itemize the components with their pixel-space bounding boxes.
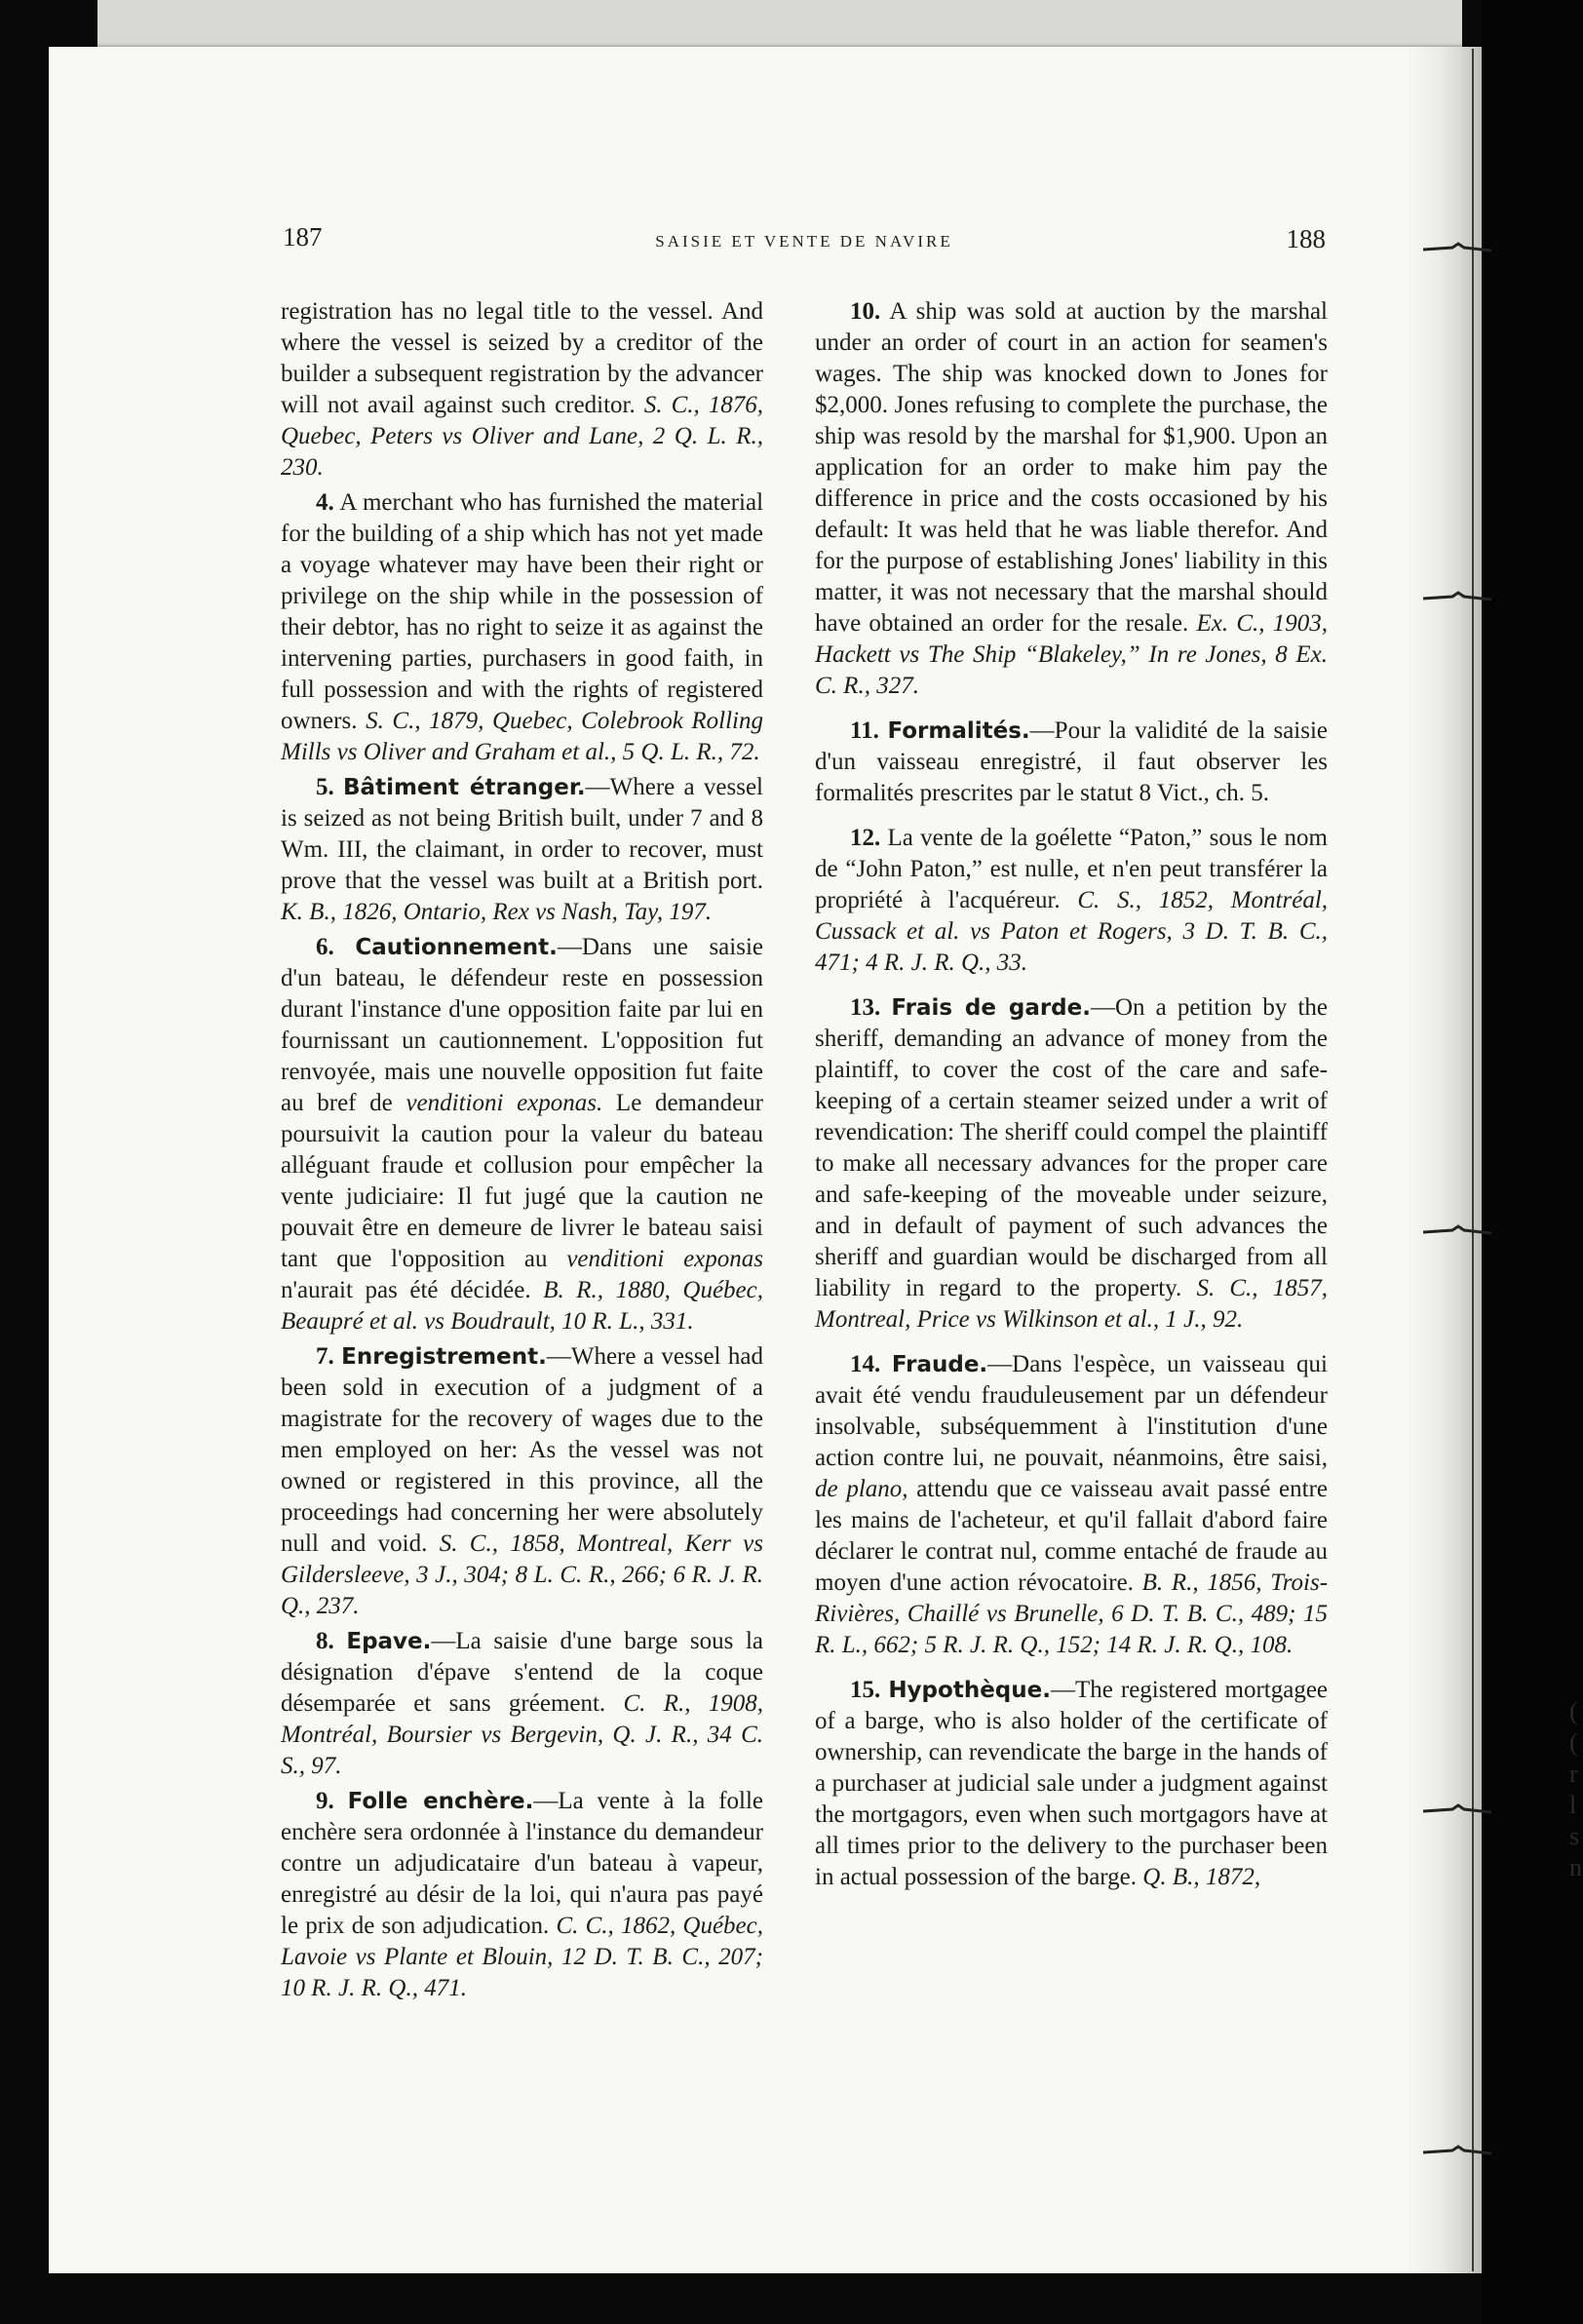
margin-fragment: ( [1569, 1697, 1578, 1725]
entry-text: —Where a vessel is seized as not being British built, under 7 and 8 Wm. III, the claimant, in order to recover, must prove that the vessel was built at a British port. [281, 774, 763, 894]
entry-number: 10. [850, 298, 881, 325]
entry-number: 6. [316, 934, 334, 960]
binding-stitch-mark [1423, 2145, 1491, 2158]
case-citation: Q. B., 1872, [1142, 1864, 1261, 1890]
binding-stitch-mark [1423, 591, 1491, 604]
entry-heading: Formalités. [887, 718, 1030, 744]
case-citation: S. C., 1879, Quebec, Colebrook Rolling Mills vs Oliver and Graham et al., 5 Q. L. R., 72. [281, 708, 763, 765]
case-citation: Ex. C., 1903, Hackett vs The Ship “Blakeley,” In re Jones, 8 Ex. C. R., 327. [815, 610, 1328, 699]
page-number-right: 188 [1286, 224, 1326, 253]
entry-11 [815, 716, 1328, 809]
entry-number: 5. [316, 774, 334, 800]
entry-text: n'aurait pas été décidée. [281, 1277, 531, 1303]
case-citation: S. C., 1876, Quebec, Peters vs Oliver and Lane, 2 Q. L. R., 230. [281, 392, 764, 481]
entry-text: —La saisie d'une barge sous la désignation d'épave s'entend de la coque désemparée et sans gréement. [281, 1628, 764, 1717]
entry-text: A ship was sold at auction by the marshal under an order of court in an action for seamen's wages. The ship was knocked down to Jones for $2,000. Jones refusing to complete the purchase, the ship was resold by the marshal for $1,900. Upon an application for an order to make him pay the difference in price and the costs occasioned by his default: It was held that he was liable therefor. And for the purpose of establishing Jones' liability in this matter, it was not necessary that the marshal should have obtained an order for the resale. [815, 298, 1328, 637]
entry-5 [281, 772, 763, 928]
entry-number: 12. [850, 825, 881, 851]
margin-fragment: n [1569, 1853, 1582, 1881]
right-column [815, 296, 1328, 1893]
entry-text: —The registered mortgagee of a barge, who is also holder of the certificate of ownership, can revendicate the barge in the hands of a purchaser at judicial sale under a judgment against the mortgagors, even when such mortgagors have at all times prior to the delivery to the purchaser been in actual possession of the barge. [815, 1677, 1329, 1890]
entry-heading: Cautionnement. [355, 935, 558, 960]
latin-term: venditioni exponas [566, 1246, 763, 1272]
entry-text: —Dans l'espèce, un vaisseau qui avait été vendu frauduleusement par un défendeur insolvable, subséquemment à l'institution d'une action contre lui, ne pouvait, néanmoins, être saisi, [815, 1351, 1328, 1471]
case-citation: C. C., 1862, Québec, Lavoie vs Plante et Blouin, 12 D. T. B. C., 207; 10 R. J. R. Q., 471. [281, 1913, 763, 2001]
entry-heading: Frais de garde. [891, 995, 1091, 1021]
margin-fragment: ( [1569, 1728, 1578, 1757]
case-citation: K. B., 1826, Ontario, Rex vs Nash, Tay, 197. [281, 899, 713, 925]
margin-fragment: s [1569, 1822, 1580, 1850]
entry-7 [281, 1341, 763, 1622]
entry-9 [281, 1786, 763, 2004]
entry-8 [281, 1626, 763, 1782]
entry-text: La vente de la goélette “Paton,” sous le nom de “John Paton,” est nulle, et n'en peut transférer la propriété à l'acquéreur. [815, 825, 1329, 913]
margin-fragment: r [1569, 1760, 1578, 1788]
margin-fragment: l [1569, 1791, 1577, 1819]
binding-stitch-mark [1423, 242, 1491, 255]
entry-15 [815, 1675, 1328, 1893]
page-header [283, 222, 1326, 261]
entry-text: attendu que ce vaisseau avait passé entre les mains de l'acheteur, et qu'il fallait d'abord faire déclarer le contrat nul, comme entaché de fraude au moyen d'une action révocatoire. [815, 1476, 1329, 1596]
entry-heading: Epave. [346, 1629, 432, 1654]
entry-6 [281, 932, 763, 1337]
entry-12 [815, 823, 1328, 979]
latin-term: de plano, [815, 1476, 908, 1502]
page-binding-edge [1409, 47, 1482, 2273]
case-citation: B. R., 1856, Trois-Rivières, Chaillé vs Brunelle, 6 D. T. B. C., 489; 15 R. L., 662; 5 R. J. R. Q., 152; 14 R. J. R. Q., 108. [815, 1569, 1329, 1658]
entry-4 [281, 487, 763, 768]
latin-term: venditioni exponas. [405, 1090, 603, 1116]
entry-text: —Pour la validité de la saisie d'un vaisseau enregistré, il faut observer les formalités prescrites par le statut 8 Vict., ch. 5. [815, 717, 1329, 806]
case-citation: S. C., 1858, Montreal, Kerr vs Gildersleeve, 3 J., 304; 8 L. C. R., 266; 6 R. J. R. Q., 237. [281, 1530, 764, 1619]
entry-number: 14. [850, 1351, 881, 1377]
entry-10 [815, 296, 1328, 702]
entry-number: 15. [850, 1677, 881, 1703]
next-page-margin-fragments [1569, 1696, 1583, 1883]
entry-text: —Dans une saisie d'un bateau, le défendeur reste en possession durant l'instance d'une opposition faite par lui en fournissant un cautionnement. L'opposition fut renvoyée, mais une nouvelle opposition fut faite au bref de [281, 934, 763, 1116]
continued-paragraph [281, 296, 763, 484]
entry-13 [815, 992, 1328, 1336]
entry-heading: Folle enchère. [347, 1789, 534, 1814]
paragraph-text: registration has no legal title to the vessel. And where the vessel is seized by a creditor of the builder a subsequent registration by the advancer will not avail against such creditor. [281, 298, 763, 418]
entry-text: —On a petition by the sheriff, demanding an advance of money from the plaintiff, to cover the cost of the care and safe-keeping of a certain steamer seized under a writ of revendication: The sheriff could compel the plaintiff to make all necessary advances for the proper care and safe-keeping of the moveable under seizure, and in default of payment of such advances the sheriff and guardian would be discharged from all liability in regard to the property. [815, 994, 1329, 1301]
entry-heading: Enregistrement. [341, 1344, 547, 1370]
gutter-line [1472, 49, 1474, 2271]
entry-number: 11. [850, 717, 879, 744]
left-column [281, 296, 763, 2004]
case-citation: C. R., 1908, Montréal, Boursier vs Bergevin, Q. J. R., 34 C. S., 97. [281, 1690, 763, 1779]
entry-number: 9. [316, 1788, 334, 1814]
entry-heading: Bâtiment étranger. [343, 775, 586, 800]
running-title: SAISIE ET VENTE DE NAVIRE [655, 232, 953, 251]
binding-stitch-mark [1423, 1224, 1491, 1238]
entry-text: —Where a vessel had been sold in execution of a judgment of a magistrate for the recovery of wages due to the men employed on her: As the vessel was not owned or registered in this province, all the proceedings had concerning her were absolutely null and void. [281, 1343, 764, 1557]
entry-text: —La vente à la folle enchère sera ordonnée à l'instance du demandeur contre un adjudicataire d'un bateau à vapeur, enregistré au désir de la loi, qui n'aura pas payé le prix de son adjudication. [281, 1788, 764, 1939]
entry-heading: Hypothèque. [888, 1678, 1051, 1703]
entry-number: 13. [850, 994, 881, 1021]
entry-number: 4. [316, 489, 334, 516]
entry-number: 7. [316, 1343, 334, 1370]
entry-text: Le demandeur poursuivit la caution pour la valeur du bateau alléguant fraude et collusion pour empêcher la vente judiciaire: Il fut jugé que la caution ne pouvait être en demeure de livrer le bateau saisi tant que l'opposition au [281, 1090, 764, 1272]
page-number-left: 187 [283, 222, 323, 252]
entry-text: A merchant who has furnished the material for the building of a ship which has not yet made a voyage whatever may have been their right or privilege on the ship while in the possession of their debtor, has no right to seize it as against the intervening parties, purchasers in good faith, in full possession and with the rights of registered owners. [281, 489, 764, 734]
case-citation: C. S., 1852, Montréal, Cussack et al. vs Paton et Rogers, 3 D. T. B. C., 471; 4 R. J. R. Q., 33. [815, 887, 1329, 976]
entry-14 [815, 1349, 1328, 1661]
binding-stitch-mark [1423, 1803, 1491, 1817]
entry-number: 8. [316, 1628, 334, 1654]
case-citation: S. C., 1857, Montreal, Price vs Wilkinson et al., 1 J., 92. [815, 1275, 1328, 1333]
entry-heading: Fraude. [891, 1352, 988, 1377]
scan-background [1482, 0, 1583, 2324]
case-citation: B. R., 1880, Québec, Beaupré et al. vs Boudrault, 10 R. L., 331. [281, 1277, 763, 1335]
